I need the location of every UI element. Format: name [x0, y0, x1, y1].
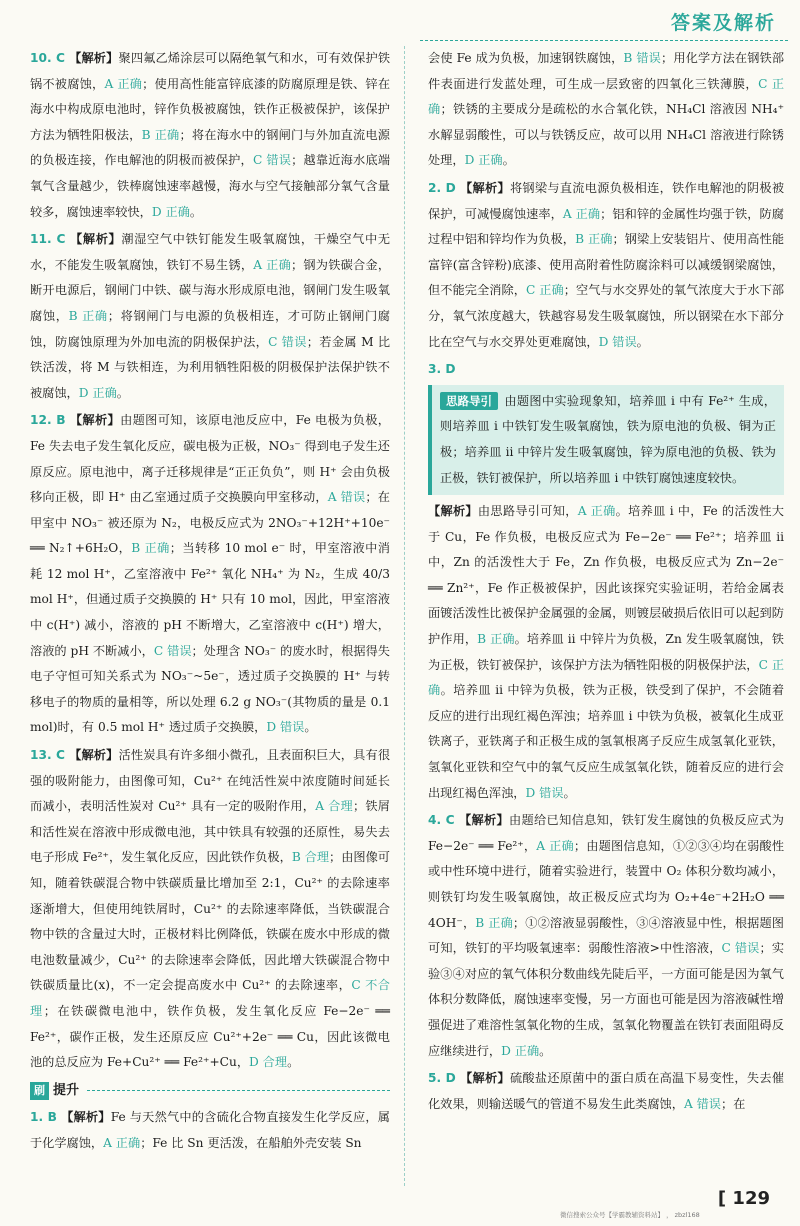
- verdict-text: D 错误: [525, 785, 564, 800]
- verdict-text: B 正确: [68, 308, 108, 323]
- answer-text: 潮湿空气中铁钉能发生吸氧腐蚀，干燥空气中无水，不能发生吸氧腐蚀，铁钉不易生锈，A 正确；钢为铁碳合金，断开电源后，钢闸门中铁、碳与海水形成原电池，钢闸门发生吸氧腐蚀，B 正确；将钢闸门与电源的负极相连，才可防止钢闸门腐蚀，防腐蚀原理为外加电流的阴极保护法，C 错误；若金属 M 比铁活泼，将 M 与铁相连，为利用牺牲阳极的阴极保护法保护铁不被腐蚀，D 正确。: [30, 232, 391, 400]
- analysis-tag: 【解析】: [69, 413, 121, 428]
- analysis-tag: 【解析】: [428, 504, 478, 519]
- verdict-text: C 错误: [721, 941, 760, 956]
- answer-10: [30, 46, 390, 225]
- analysis-tag: 【解析】: [68, 748, 119, 763]
- verdict-text: A 正确: [577, 504, 616, 519]
- verdict-text: D 错误: [266, 720, 305, 735]
- section-title: 提升: [53, 1082, 80, 1098]
- verdict-text: B 错误: [623, 51, 661, 65]
- verdict-text: B 正确: [141, 127, 180, 142]
- answer-2: [428, 176, 784, 355]
- verdict-text: C 正确: [525, 283, 564, 298]
- thinking-guide-text: 由题图中实验现象知，培养皿 i 中有 Fe²⁺ 生成，则培养皿 i 中铁钉发生吸氧腐蚀，铁为原电池的负极、铜为正极；培养皿 ii 中锌片发生吸氧腐蚀，锌为原电池的负极、铁为正极，铁钉被保护，所以培养皿 i 中铁钉腐蚀速度较快。: [440, 393, 776, 485]
- answer-number: 10. C: [30, 51, 65, 65]
- analysis-tag: 【解析】: [458, 813, 510, 828]
- section-heading-tisheng: [30, 1078, 390, 1104]
- verdict-text: A 错误: [327, 490, 366, 505]
- answer-text: 由题图可知，该原电池反应中，Fe 电极为负极，Fe 失去电子发生氧化反应，碳电极为正极，NO₃⁻ 得到电子发生还原反应。原电池中，离子迁移规律是“正正负负”，则 H⁺ 会由负极移向正极，即 H⁺ 由乙室通过质子交换膜向甲室移动，A 错误；在甲室中 NO₃⁻ 被还原为 N₂，电极反应式为 2NO₃⁻+12H⁺+10e⁻ ══ N₂↑+6H₂O，B 正确；当转移 10 mol e⁻ 时，甲室溶液中消耗 12 mol H⁺，乙室溶液中 Fe²⁺ 氧化 NH₄⁺ 为 N₂，生成 40/3 mol H⁺，但通过质子交换膜的 H⁺ 只有 10 mol，因此，甲室溶液中 c(H⁺) 减小，溶液的 pH 不断增大，乙室溶液中 c(H⁺) 增大，溶液的 pH 不断减小，C 错误；处理含 NO₃⁻ 的废水时，根据得失电子守恒可知关系式为 NO₃⁻~5e⁻，透过质子交换膜的 H⁺ 与转移电子的物质的量相等，所以处理 6.2 g NO₃⁻(其物质的量是 0.1 mol)时，有 0.5 mol H⁺ 透过质子交换膜，D 错误。: [30, 413, 390, 735]
- verdict-text: A 正确: [562, 206, 601, 221]
- answer-number: 11. C: [30, 232, 66, 247]
- answer-number: 4. C: [428, 813, 455, 828]
- answer-number: 1. B: [30, 1110, 57, 1125]
- analysis-tag: 【解析】: [459, 1071, 510, 1086]
- thinking-guide-box: [428, 385, 784, 495]
- column-divider: [404, 46, 405, 1186]
- answer-11: [30, 227, 390, 406]
- answer-3: [428, 357, 784, 806]
- verdict-text: C 正确: [428, 657, 785, 698]
- thinking-guide-label: 思路导引: [440, 392, 498, 410]
- answer-1-continued: [428, 46, 784, 174]
- analysis-tag: 【解析】: [459, 180, 510, 195]
- verdict-text: D 正确: [501, 1043, 540, 1058]
- answer-text: 由思路导引可知，A 正确。培养皿 i 中，Fe 的活泼性大于 Cu，Fe 作负极，电极反应式为 Fe−2e⁻ ══ Fe²⁺；培养皿 ii 中，Zn 的活泼性大于 Fe，Zn 作负极，电极反应式为 Zn−2e⁻ ══ Zn²⁺，Fe 作正极被保护，因此该探究实验证明，若给金属表面镀活泼性比被保护金属强的金属，则镀层破损后依旧可以起到防护作用，B 正确。培养皿 ii 中锌片为负极，Zn 发生吸氧腐蚀，铁为正极，铁钉被保护，该保护方法为牺牲阳极的阴极保护法，C 正确。培养皿 ii 中锌为负极，铁为正极，铁受到了保护，不会随着反应的进行出现红褐色浑浊；培养皿 i 中铁为负极，被氧化生成亚铁离子，亚铁离子和正极生成的氢氧根离子反应生成氢氧化亚铁，氢氧化亚铁和空气中的氧气反应生成氢氧化铁，随着反应的进行会出现红褐色浑浊，D 错误。: [428, 504, 785, 800]
- footer-watermark: 微信搜索公众号【学霸教辅资料站】 ， zbzl168: [560, 1211, 700, 1219]
- answer-number: 2. D: [428, 180, 456, 195]
- answer-text: 聚四氟乙烯涂层可以隔绝氧气和水，可有效保护铁锅不被腐蚀，A 正确；使用高性能富锌底漆的防腐原理是铁、锌在海水中构成原电池时，锌作负极被腐蚀，铁作正极被保护，该保护方法为牺牲阳极法，B 正确；将在海水中的钢闸门与外加直流电源的负极连接，作电解池的阴极而被保护，C 错误；越靠近海水底端氧气含量越少，铁棒腐蚀速率越慢，海水与空气接触部分氧气含量较多，腐蚀速率较快，D 正确。: [30, 51, 391, 219]
- verdict-text: D 正确: [78, 385, 117, 400]
- page-number-value: 129: [732, 1188, 770, 1209]
- verdict-text: D 合理: [249, 1055, 288, 1070]
- verdict-text: B 正确: [131, 541, 170, 556]
- answer-number: 3. D: [428, 362, 456, 377]
- answer-text: 由题给已知信息知，铁钉发生腐蚀的负极反应式为 Fe−2e⁻ ══ Fe²⁺，A 正确；由题图信息知，①②③④均在弱酸性或中性环境中进行，随着实验进行，装置中 O₂ 体积分数均减小，则铁钉均发生吸氧腐蚀，故正极反应式均为 O₂+4e⁻+2H₂O ══ 4OH⁻，B 正确；①②溶液显弱酸性，③④溶液显中性，根据题图可知，铁钉的平均吸氧速率：弱酸性溶液>中性溶液，C 错误；实验③④对应的氧气体积分数曲线先陡后平，一方面可能是因为氧气体积分数降低，腐蚀速率变慢，另一方面也可能是因为溶液碱性增强促进了难溶性氢氧化物的生成，氢氧化物覆盖在铁钉表面阻碍反应继续进行，D 正确。: [428, 813, 785, 1058]
- verdict-text: B 合理: [291, 850, 330, 865]
- verdict-text: D 错误: [598, 334, 637, 349]
- answer-text: 将钢梁与直流电源负极相连，铁作电解池的阴极被保护，可减慢腐蚀速率，A 正确；铝和锌的金属性均强于铁，防腐过程中铝和锌均作为负极，B 正确；钢梁上安装铝片、使用高性能富锌(富含锌粉)底漆、使用高附着性防腐涂料可以减缓钢梁腐蚀，但不能完全消除，C 正确；空气与水交界处的氧气浓度大于水下部分，氧气浓度越大，铁越容易发生吸氧腐蚀，所以钢梁在水下部分比在空气与水交界处更难腐蚀，D 错误。: [428, 180, 785, 349]
- answer-1: [30, 1105, 390, 1156]
- verdict-text: D 正确: [151, 204, 190, 219]
- answer-12: [30, 408, 390, 741]
- header-rule: [420, 40, 788, 41]
- verdict-text: A 正确: [253, 257, 291, 272]
- answer-text: 活性炭具有许多细小微孔，且表面积巨大，具有很强的吸附能力，由图像可知，Cu²⁺ 在纯活性炭中浓度随时间延长而减小，表明活性炭对 Cu²⁺ 具有一定的吸附作用，A 合理；铁屑和活性炭在溶液中形成微电池，其中铁具有较强的还原性，易失去电子形成 Fe²⁺，发生氧化反应，因此铁作负极，B 合理；由图像可知，随着铁碳混合物中铁碳质量比增加至 2:1，Cu²⁺ 的去除速率逐渐增大，但使用纯铁屑时，Cu²⁺ 的去除速率降低，当铁碳混合物中铁的含量过大时，正极材料比例降低，铁碳在废水中形成的微电池数量减少，Cu²⁺ 的去除速率会降低，因此增大铁碳混合物中铁碳质量比(x)，不一定会提高废水中 Cu²⁺ 的去除速率，C 不合理；在铁碳微电池中，铁作负极，发生氧化反应 Fe−2e⁻ ══ Fe²⁺，碳作正极，发生还原反应 Cu²⁺+2e⁻ ══ Cu，因此该微电池的总反应为 Fe+Cu²⁺ ══ Fe²⁺+Cu，D 合理。: [30, 748, 391, 1070]
- verdict-text: B 正确: [477, 632, 515, 647]
- verdict-text: A 正确: [104, 76, 143, 91]
- answer-number: 12. B: [30, 413, 66, 428]
- verdict-text: A 正确: [103, 1135, 141, 1150]
- answer-5: [428, 1066, 784, 1117]
- verdict-text: A 合理: [315, 799, 353, 814]
- verdict-text: C 错误: [252, 153, 292, 168]
- answer-13: [30, 743, 390, 1076]
- section-rule: [87, 1090, 390, 1091]
- analysis-tag: 【解析】: [60, 1110, 111, 1125]
- verdict-text: A 正确: [536, 838, 574, 853]
- answer-number: 5. D: [428, 1071, 456, 1086]
- answer-number: 13. C: [30, 748, 65, 763]
- analysis-tag: 【解析】: [69, 232, 122, 247]
- analysis-tag: 【解析】: [68, 51, 119, 65]
- verdict-text: C 正确: [428, 76, 785, 117]
- answer-4: [428, 808, 784, 1064]
- verdict-text: B 正确: [475, 915, 513, 930]
- verdict-text: C 错误: [268, 334, 307, 349]
- answer-text: 会使 Fe 成为负极，加速钢铁腐蚀，B 错误；用化学方法在钢铁部件表面进行发蓝处理，可生成一层致密的四氧化三铁薄膜，C 正确；铁锈的主要成分是疏松的水合氧化铁，NH₄Cl 溶液因 NH₄⁺ 水解显弱酸性，可以与铁锈反应，故可以用 NH₄Cl 溶液进行除锈处理，D 正确。: [428, 51, 785, 168]
- page-number: [ 129: [717, 1188, 770, 1209]
- right-column: [428, 46, 784, 1119]
- verdict-text: A 错误: [683, 1096, 721, 1111]
- answer-text: 硫酸盐还原菌中的蛋白质在高温下易变性，失去催化效果，则输送暖气的管道不易发生此类腐蚀，A 错误；在: [428, 1071, 785, 1111]
- verdict-text: B 正确: [575, 232, 613, 247]
- answer-text: Fe 与天然气中的含硫化合物直接发生化学反应，属于化学腐蚀，A 正确；Fe 比 Sn 更活泼，在船舶外壳安装 Sn: [30, 1110, 390, 1150]
- verdict-text: C 错误: [153, 643, 192, 658]
- left-column: [30, 46, 390, 1159]
- verdict-text: D 正确: [464, 153, 503, 168]
- verdict-text: C 不合理: [30, 978, 390, 1018]
- section-badge: 刷: [30, 1082, 49, 1100]
- section-header-title: 答案及解析: [670, 12, 776, 34]
